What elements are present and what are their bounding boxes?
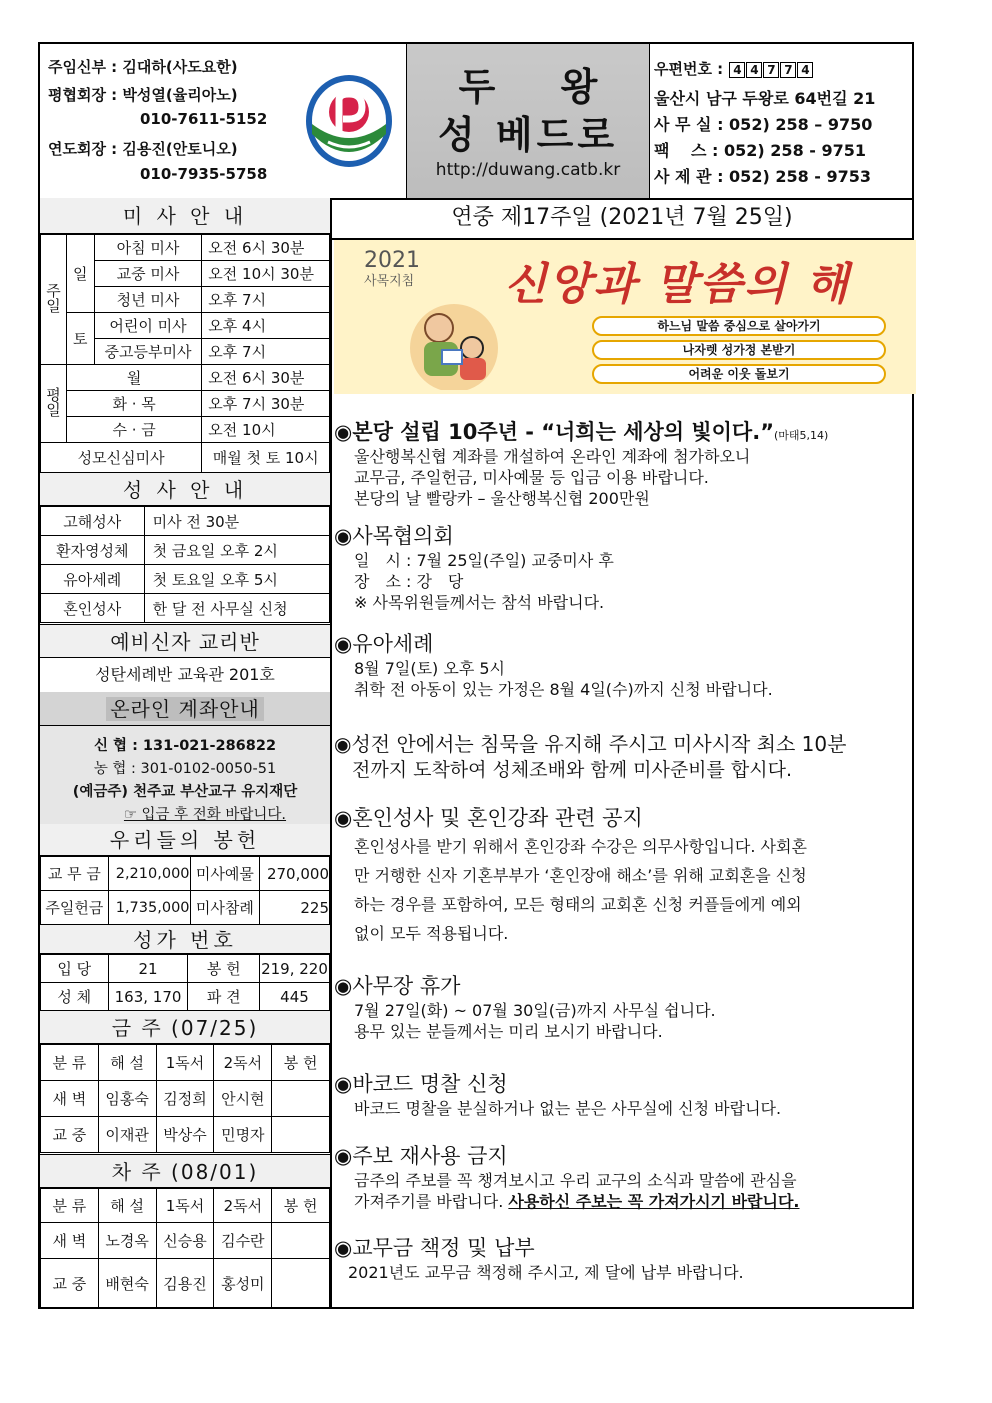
- role-cell: [272, 1259, 330, 1308]
- announcement: [334, 416, 906, 509]
- role-cell: 교 중: [41, 1117, 99, 1153]
- announcement-line: 본당의 날 빨랑카 – 울산행복신협 200만원: [354, 489, 650, 508]
- hymn-label: 파 견: [188, 983, 260, 1011]
- banner-year: 2021: [364, 248, 420, 273]
- fax-number: 팩 스 : 052) 258 - 9751: [654, 141, 867, 160]
- mass-name: 아침 미사: [94, 235, 202, 261]
- role-cell: 김수란: [214, 1223, 272, 1259]
- sacrament-name: 고해성사: [41, 507, 145, 536]
- sacrament-name: 환자영성체: [41, 536, 145, 565]
- account-line-shinhyup: 신 협 : 131-021-286822: [93, 738, 277, 754]
- mass-time: 오후 4시: [202, 313, 330, 339]
- sacrament-name: 유아세례: [41, 565, 145, 594]
- col-header: 봉 헌: [272, 1045, 330, 1081]
- parish-url[interactable]: http://duwang.catb.kr: [435, 160, 621, 180]
- mass-day: 화 · 목: [66, 391, 201, 417]
- hymn-number: 21: [108, 955, 188, 983]
- sacrament-time: 한 달 전 사무실 신청: [144, 594, 329, 623]
- col-header: 2독서: [214, 1189, 272, 1223]
- announcement: [334, 1068, 906, 1119]
- postal-digit: 7: [780, 62, 796, 78]
- mass-name: 어린이 미사: [94, 313, 202, 339]
- council-phone: 010-7611-5152: [140, 110, 268, 128]
- col-header: 분 류: [41, 1189, 99, 1223]
- announcement-line: ※ 사목위원들께서는 참석 바랍니다.: [354, 593, 605, 612]
- left-column: [40, 198, 332, 1309]
- announcement-emphasis: 사용하신 주보는 꼭 가져가시기 바랍니다.: [508, 1192, 800, 1211]
- announcement-title: ◉주보 재사용 금지: [334, 1144, 508, 1168]
- role-cell: [272, 1081, 330, 1117]
- col-header: 봉 헌: [272, 1189, 330, 1223]
- announcement: [334, 520, 906, 613]
- banner-subtitle: 사목지침: [364, 274, 415, 289]
- announcement-title: ◉성전 안에서는 침묵을 유지해 주시고 미사시작 최소 10분: [334, 732, 847, 756]
- col-header: 1독서: [156, 1045, 214, 1081]
- role-cell: 홍성미: [214, 1259, 272, 1308]
- announcement-line: 바코드 명찰을 분실하거나 없는 분은 사무실에 신청 바랍니다.: [354, 1099, 782, 1118]
- announcement-line: 8월 7일(토) 오후 5시: [354, 659, 506, 678]
- mass-time: 오후 7시: [202, 339, 330, 365]
- offering-label: 미사참례: [190, 891, 260, 925]
- role-cell: 이재관: [98, 1117, 156, 1153]
- sun-label: 일: [66, 235, 94, 313]
- offering-value: 270,000: [260, 857, 330, 891]
- announcement-line: 하는 경우를 포함하여, 모든 형태의 교회혼 신청 커플들에게 예외: [354, 895, 802, 914]
- this-week-heading: 금 주 (07/25): [40, 1010, 330, 1044]
- council-president: 평협회장 : 박성열(율리아노): [48, 86, 238, 104]
- mass-time: 오전 10시: [202, 417, 330, 443]
- announcement-line: [334, 1191, 906, 1212]
- sunday-text: 주일: [43, 282, 62, 313]
- announcement-title: ◉바코드 명찰 신청: [334, 1072, 508, 1096]
- mass-table: [40, 234, 330, 473]
- announcement-line: 금주의 주보를 꼭 챙겨보시고 우리 교구의 소식과 말씀에 관심을: [354, 1171, 797, 1190]
- mass-day: 수 · 금: [66, 417, 201, 443]
- sacrament-time: 미사 전 30분: [144, 507, 329, 536]
- weekday-label: [41, 365, 67, 443]
- parish-logo-icon: [306, 74, 392, 168]
- announcement-title: ◉교무금 책정 및 납부: [334, 1236, 535, 1260]
- postal-digit: 4: [729, 62, 745, 78]
- postal-digit: 7: [763, 62, 779, 78]
- banner-item: 어려운 이웃 돌보기: [592, 364, 886, 384]
- weekday-text: 평일: [43, 386, 62, 417]
- announcement-title: [334, 416, 906, 446]
- sunday-label: [41, 235, 67, 365]
- mass-name: 중고등부미사: [94, 339, 202, 365]
- account-line-nonghyup: 농 협 : 301-0102-0050-51: [93, 761, 277, 777]
- announcement: [334, 628, 906, 700]
- sacrament-time: 첫 금요일 오후 2시: [144, 536, 329, 565]
- banner-item: 하느님 말씀 중심으로 살아가기: [592, 316, 886, 336]
- hymn-label: 입 당: [41, 955, 109, 983]
- role-cell: [272, 1223, 330, 1259]
- announcement-line: 장 소 : 강 당: [354, 572, 464, 591]
- youth-president: 연도회장 : 김용진(안토니오): [48, 140, 238, 158]
- col-header: 2독서: [214, 1045, 272, 1081]
- hymn-heading: 성가 번호: [40, 924, 330, 954]
- hymn-number: 219, 220: [259, 955, 329, 983]
- offering-label: 교 무 금: [41, 857, 109, 891]
- announcement-line: 일 시 : 7월 25일(주일) 교중미사 후: [354, 551, 614, 570]
- hymn-label: 봉 헌: [188, 955, 260, 983]
- role-cell: 임홍숙: [98, 1081, 156, 1117]
- bulletin-title-block: [406, 44, 650, 198]
- announcement-title: ◉사무장 휴가: [334, 974, 461, 998]
- account-note: ☞ 입금 후 전화 바랍니다.: [123, 807, 287, 823]
- catechism-text: 성탄세례반 교육관 201호: [40, 658, 330, 693]
- announcement: [334, 1140, 906, 1212]
- catechism-heading: 예비신자 교리반: [40, 624, 330, 658]
- office-phone: 사 무 실 : 052) 258 – 9750: [654, 115, 873, 134]
- col-header: 1독서: [156, 1189, 214, 1223]
- account-heading: [40, 692, 330, 726]
- sacrament-time: 첫 토요일 오후 5시: [144, 565, 329, 594]
- role-cell: 노경옥: [98, 1223, 156, 1259]
- mass-time: 오전 6시 30분: [202, 235, 330, 261]
- postal-label: 우편번호 :: [654, 60, 724, 78]
- role-cell: 신승용: [156, 1223, 214, 1259]
- role-cell: 김용진: [156, 1259, 214, 1308]
- announcement: [334, 802, 906, 948]
- role-cell: 교 중: [41, 1259, 99, 1308]
- announcement-line: 2021년도 교무금 책정해 주시고, 제 달에 납부 바랍니다.: [348, 1263, 744, 1282]
- this-week-table: [40, 1044, 330, 1153]
- hymn-number: 163, 170: [108, 983, 188, 1011]
- right-column: [332, 198, 912, 1309]
- offering-heading: 우리들의 봉헌: [40, 824, 330, 856]
- offering-value: 2,210,000: [108, 857, 190, 891]
- pastor-name: 주임신부 : 김대하(사도요한): [48, 58, 238, 76]
- mass-day: 월: [66, 365, 201, 391]
- role-cell: 배현숙: [98, 1259, 156, 1308]
- announcement-line: 교무금, 주일헌금, 미사예물 등 입금 이용 바랍니다.: [354, 468, 709, 487]
- mass-name: 청년 미사: [94, 287, 202, 313]
- mass-time: 오후 7시 30분: [202, 391, 330, 417]
- role-cell: 박상수: [156, 1117, 214, 1153]
- offering-label: 미사예물: [190, 857, 260, 891]
- mass-time: 오전 10시 30분: [202, 261, 330, 287]
- role-cell: 민명자: [214, 1117, 272, 1153]
- hymn-table: [40, 954, 330, 1011]
- bulletin-header: [40, 44, 912, 200]
- role-cell: 안시현: [214, 1081, 272, 1117]
- sat-label: 토: [66, 313, 94, 365]
- announcement-title: ◉유아세례: [334, 632, 434, 656]
- announcement-line: 없이 모두 적용됩니다.: [354, 924, 509, 943]
- announcement-title: ◉사목협의회: [334, 524, 454, 548]
- postal-digit: 4: [797, 62, 813, 78]
- announcement-title-text: ◉본당 설립 10주년 - “너희는 세상의 빛이다.”: [334, 420, 774, 444]
- holy-family-icon: [394, 300, 514, 390]
- sacrament-heading: 성 사 안 내: [40, 472, 330, 506]
- account-holder: (예금주) 천주교 부산교구 유지재단: [72, 784, 298, 800]
- role-cell: [272, 1117, 330, 1153]
- mass-time: 오전 6시 30분: [202, 365, 330, 391]
- offering-table: [40, 856, 330, 925]
- banner-item: 나자렛 성가정 본받기: [592, 340, 886, 360]
- mass-name: 교중 미사: [94, 261, 202, 287]
- youth-phone: 010-7935-5758: [140, 165, 268, 183]
- announcement-line: 취학 전 아동이 있는 가정은 8월 4일(수)까지 신청 바랍니다.: [354, 680, 773, 699]
- account-heading-text: 온라인 계좌안내: [106, 697, 264, 721]
- offering-label: 주일헌금: [41, 891, 109, 925]
- announcement-line: 전까지 도착하여 성체조배와 함께 미사준비를 합시다.: [352, 759, 793, 781]
- announcement-line: 만 거행한 신자 기혼부부가 ‘혼인장애 해소’를 위해 교회혼을 신청: [354, 866, 807, 885]
- special-mass-name: 성모신심미사: [41, 443, 202, 473]
- announcement-line: 울산행복신협 계좌를 개설하여 온라인 계좌에 첨가하오니: [354, 447, 751, 466]
- announcement-title: ◉혼인성사 및 혼인강좌 관련 공지: [334, 806, 643, 830]
- announcement-line: 7월 27일(화) ~ 07월 30일(금)까지 사무실 쉽니다.: [354, 1001, 716, 1020]
- announcement-line: 용무 있는 분들께서는 미리 보시기 바랍니다.: [354, 1022, 663, 1041]
- hymn-label: 성 체: [41, 983, 109, 1011]
- sunday-title: 연중 제17주일 (2021년 7월 25일): [332, 198, 912, 240]
- sacrament-table: [40, 506, 330, 623]
- banner-title: 신앙과 말씀의 해: [504, 259, 851, 310]
- rectory-phone: 사 제 관 : 052) 258 - 9753: [654, 167, 872, 186]
- announcement-line: 혼인성사를 받기 위해서 혼인강좌 수강은 의무사항입니다. 사회혼: [354, 837, 807, 856]
- contact-info: [650, 44, 912, 198]
- col-header: 해 설: [98, 1189, 156, 1223]
- role-cell: 새 벽: [41, 1223, 99, 1259]
- next-week-heading: 차 주 (08/01): [40, 1154, 330, 1188]
- announcement-text: 가져주기를 바랍니다.: [354, 1192, 509, 1211]
- hymn-number: 445: [259, 983, 329, 1011]
- bulletin-page: [38, 42, 914, 1309]
- address: 울산시 남구 두왕로 64번길 21: [654, 89, 876, 108]
- next-week-table: [40, 1188, 330, 1308]
- col-header: 해 설: [98, 1045, 156, 1081]
- parish-name-bottom: 성 베드로: [437, 113, 619, 157]
- mass-time: 오후 7시: [202, 287, 330, 313]
- pastoral-guideline-banner: [334, 240, 916, 394]
- announcement: [334, 1232, 906, 1283]
- col-header: 분 류: [41, 1045, 99, 1081]
- postal-code: [654, 58, 813, 79]
- role-cell: 김정희: [156, 1081, 214, 1117]
- offering-value: 225: [260, 891, 330, 925]
- role-cell: 새 벽: [41, 1081, 99, 1117]
- postal-digit: 4: [746, 62, 762, 78]
- announcement: [334, 728, 906, 783]
- offering-value: 1,735,000: [108, 891, 190, 925]
- parish-name-top: 두 왕: [458, 65, 624, 109]
- scripture-ref: (마태5,14): [774, 429, 829, 442]
- account-box: [40, 726, 330, 825]
- announcement: [334, 970, 906, 1042]
- sacrament-name: 혼인성사: [41, 594, 145, 623]
- mass-heading: 미 사 안 내: [40, 198, 330, 234]
- staff-info: [40, 44, 406, 198]
- special-mass-time: 매월 첫 토 10시: [202, 443, 330, 473]
